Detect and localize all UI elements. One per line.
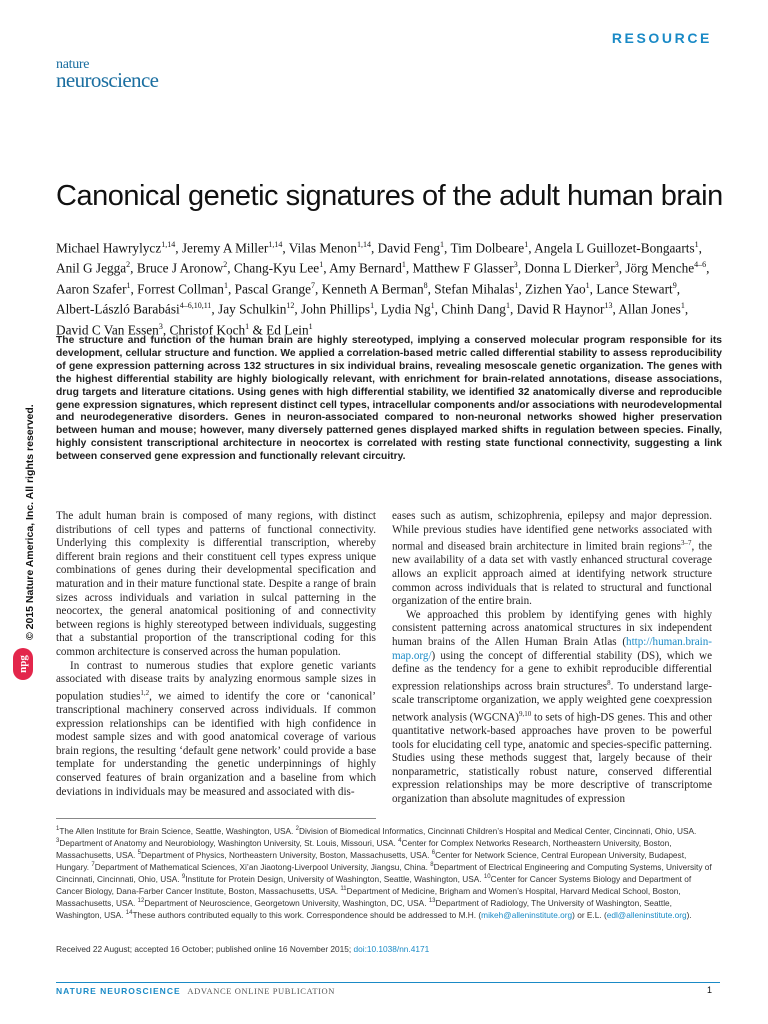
body-paragraph: In contrast to numerous studies that explore genetic variants associated with disease traits by analyzing enormous sample sizes in population studies$^{1,2}$, we aimed to identify the core or ‘canonical’ transcriptional machinery conserved across individuals. If common expression relationships can be identified with high confidence in modest sample sizes and with good anatomical coverage of various brain regions, the resulting ‘default gene network’ could provide a base template for understanding the genetic underpinnings of highly conserved features of brain organization and a baseline from which deviations in individuals may be measured and associated with dis- <box>56 659 376 798</box>
footnote-divider <box>56 818 376 819</box>
body-paragraph: The adult human brain is composed of many regions, with distinct distributions of cell types and patterns of functional connectivity. Underlying this complexity is differential transcription, whereby different brain regions and their constituent cell types express unique combinations of genes during their developmental specification and maturation and in their mature functional state. Despite a range of brain sizes across individuals and variation in sulcal patterning in the neocortex, the general anatomical positioning of and connectivity between regions is highly stereotyped between individuals, suggesting that a substantial proportion of the transcriptional coding for this common architecture is conserved across the human population. <box>56 510 376 658</box>
npg-logo-text: npg <box>17 655 29 673</box>
footer-journal <box>56 986 335 996</box>
body-paragraph: We approached this problem by identifying genes with highly consistent patterning across anatomical structures in six independent human brains of the Allen Human Brain Atlas (http://human.brain-map.org/) using the concept of differential stability (DS), which we define as the tendency for a gene to exhibit reproducible differential expression relationships across brain structures$^8$. To understand large-scale transcriptome organization, we apply weighted gene coexpression network analysis (WGCNA)$^{9,10}$ to sets of high-DS genes. This and other quantitative network-based approaches have proven to be powerful tools for elucidating cell type, anatomic and species-specific patterning. Studies using these methods suggest that, largely because of their nonparametric, statistically robust nature, conserved differential expression relationships may be more descriptive of transcriptome organization than absolute magnitudes of expression <box>392 608 712 805</box>
journal-logo-large: neuroscience <box>56 68 159 92</box>
footer-publication-type: ADVANCE ONLINE PUBLICATION <box>187 986 336 996</box>
body-column-right <box>392 510 712 807</box>
received-text: Received 22 August; accepted 16 October; published online 16 November 2015; <box>56 944 354 954</box>
affiliations-footnote: $^1$The Allen Institute for Brain Science, Seattle, Washington, USA. $^2$Division of Biomedical Informatics, Cincinnati Children’s Hospital and Medical Center, Cincinnati, Ohio, USA. $^3$Department of Anatomy and Neurobiology, Washington University, St. Louis, Missouri, USA. $^4$Center for Complex Networks Research, Northeastern University, Boston, Massachusetts, USA. $^5$Department of Physics, Northeastern University, Boston, Massachusetts, USA. $^6$Center for Network Science, Central European University, Budapest, Hungary. $^7$Department of Mathematical Sciences, Xi’an Jiaotong-Liverpool University, Jiangsu, China. $^8$Department of Electrical Engineering and Computing Systems, University of Cincinnati, Cincinnati, Ohio, USA. $^9$Institute for Protein Design, University of Washington, Seattle, Washington, USA. $^{10}$Center for Cancer Systems Biology and Department of Cancer Biology, Dana-Farber Cancer Institute, Boston, Massachusetts, USA. $^{11}$Department of Medicine, Brigham and Women’s Hospital, Harvard Medical School, Boston, Massachusetts, USA. $^{12}$Department of Neuroscience, Georgetown University, Washington, DC, USA. $^{13}$Department of Radiology, The University of Washington, Seattle, Washington, USA. $^{14}$These authors contributed equally to this work. Correspondence should be addressed to M.H. (mikeh@alleninstitute.org) or E.L. (edl@alleninstitute.org). <box>56 825 712 920</box>
copyright-notice: © 2015 Nature America, Inc. All rights reserved. <box>24 404 36 640</box>
page-number: 1 <box>706 985 712 995</box>
section-label: RESOURCE <box>611 30 712 46</box>
body-column-left <box>56 510 376 799</box>
received-dates <box>56 944 720 955</box>
footer-journal-name: NATURE NEUROSCIENCE <box>56 986 181 996</box>
journal-logo-small: nature <box>56 57 90 72</box>
footer-divider <box>56 982 720 983</box>
doi-link[interactable]: doi:10.1038/nn.4171 <box>353 944 430 954</box>
body-paragraph: eases such as autism, schizophrenia, epilepsy and major depression. While previous studies have identified gene networks associated with normal and diseased brain architecture in limited brain regions$^{3-7}$, the new availability of a data set with vastly enhanced structural coverage allows an explicit approach aimed at identifying network structure common across individuals that is related to structural and functional organization of the entire brain. <box>392 510 712 608</box>
article-title: Canonical genetic signatures of the adult human brain <box>56 180 723 212</box>
author-list: Michael Hawrylycz$^{1,14}$, Jeremy A Miller$^{1,14}$, Vilas Menon$^{1,14}$, David Feng$^1$, Tim Dolbeare$^1$, Angela L Guillozet-Bongaarts$^1$, Anil G Jegga$^2$, Bruce J Aronow$^2$, Chang-Kyu Lee$^1$, Amy Bernard$^1$, Matthew F Glasser$^3$, Donna L Dierker$^3$, Jörg Menche$^{4-6}$, Aaron Szafer$^1$, Forrest Collman$^1$, Pascal Grange$^7$, Kenneth A Berman$^8$, Stefan Mihalas$^1$, Zizhen Yao$^1$, Lance Stewart$^9$, Albert-László Barabási$^{4-6,10,11}$, Jay Schulkin$^{12}$, John Phillips$^1$, Lydia Ng$^1$, Chinh Dang$^1$, David R Haynor$^{13}$, Allan Jones$^1$, David C Van Essen$^3$, Christof Koch$^1$ & Ed Lein$^1$ <box>56 240 710 338</box>
npg-logo-icon <box>13 648 33 680</box>
abstract: The structure and function of the human brain are highly stereotyped, implying a conserved molecular program responsible for its development, cellular structure and function. We applied a correlation-based metric called differential stability to assess reproducibility of gene expression patterning across 132 structures in six individual brains, revealing mesoscale genetic organization. The genes with the highest differential stability are highly biologically relevant, with enrichment for brain-related annotations, disease associations, drug targets and literature citations. Using genes with high differential stability, we identified 32 anatomically diverse and reproducible gene expression signatures, which represent distinct cell types, intracellular components and/or associations with neurodevelopmental and neurodegenerative disorders. Genes in neuron-associated compared to non-neuronal networks showed higher preservation between human and mouse; however, many diversely patterned genes displayed marked shifts in regulation between species. Finally, highly consistent transcriptional architecture in neocortex is correlated with resting state functional connectivity, suggesting a link between conserved gene expression and functionally relevant circuitry. <box>56 335 722 463</box>
